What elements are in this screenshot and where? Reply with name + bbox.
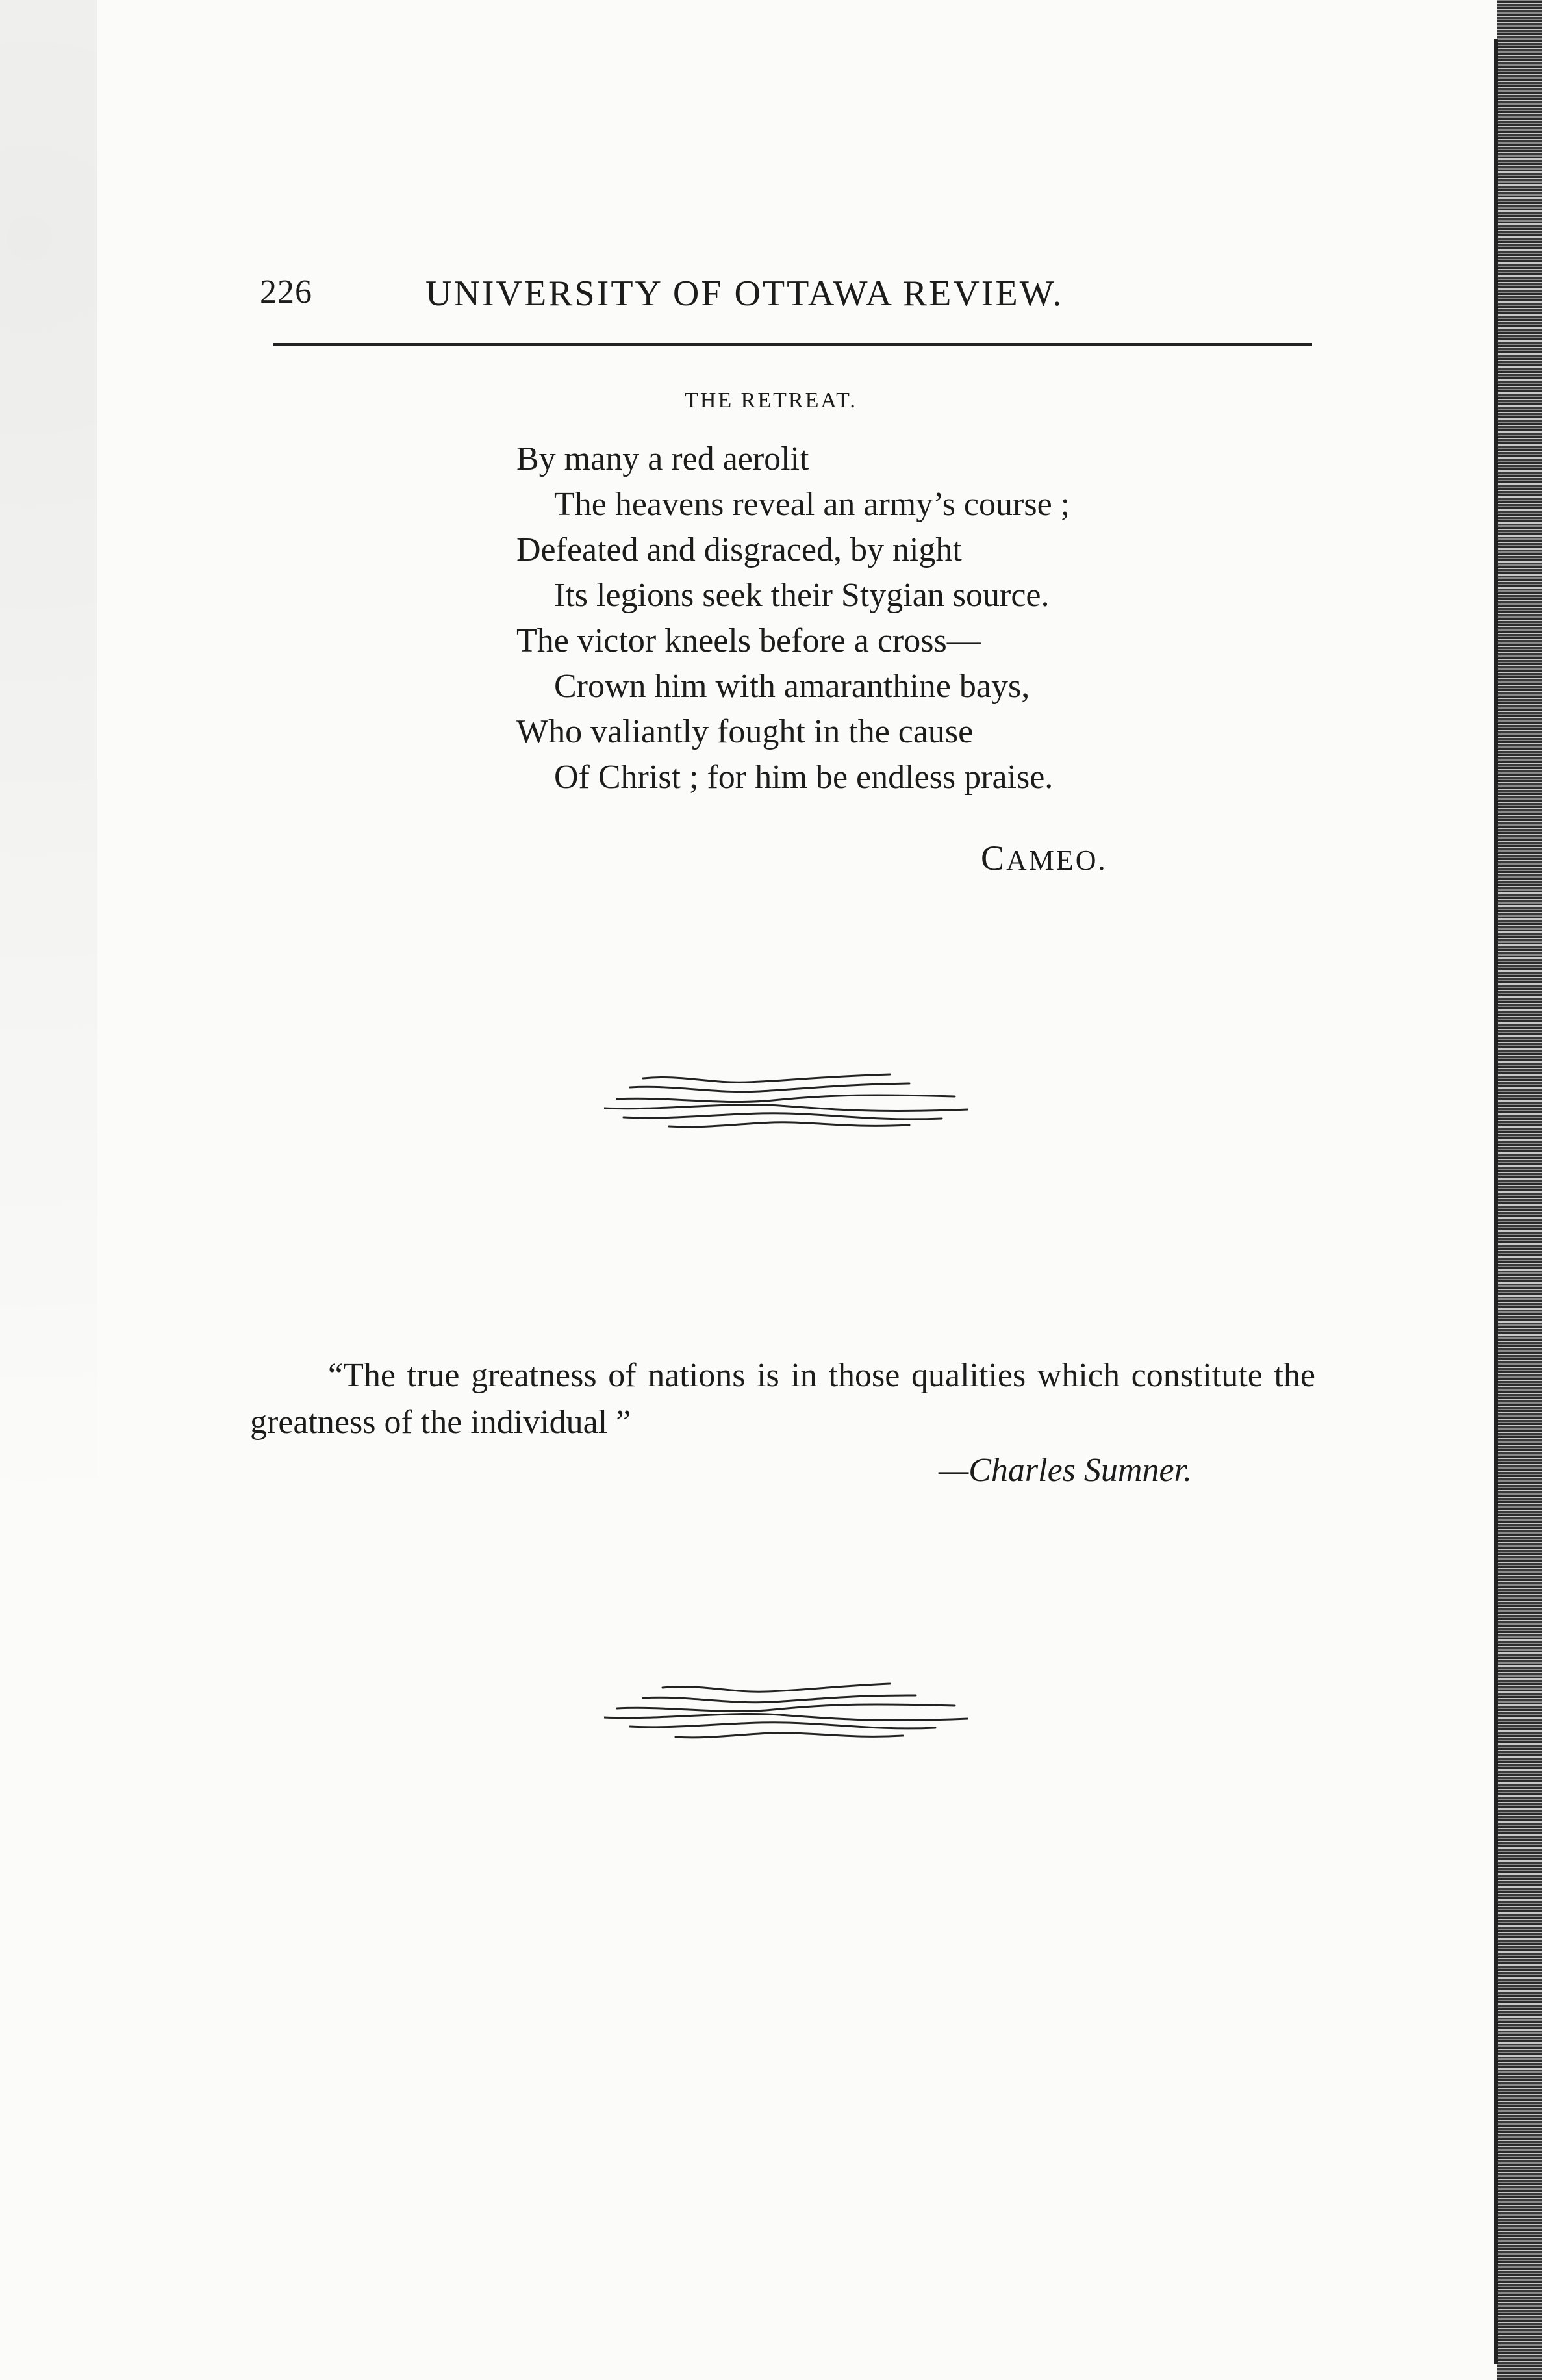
wavy-ornament-divider <box>604 1676 968 1747</box>
page-edge-shading <box>0 0 97 2380</box>
header-rule <box>273 343 1312 346</box>
poem-line: Its legions seek their Stygian source. <box>554 577 1050 614</box>
quotation-attribution: —Charles Sumner. <box>939 1452 1193 1489</box>
poem-line: Crown him with amaranthine bays, <box>554 668 1030 705</box>
page-header <box>260 273 1312 325</box>
wavy-ornament-divider <box>604 1065 968 1137</box>
book-spine-edge <box>1497 0 1542 2380</box>
quotation-text: “The true greatness of nations is in those qualities which constitute the greatness of the individual ” <box>250 1357 1315 1441</box>
poem-line: Of Christ ; for him be endless praise. <box>554 759 1054 796</box>
poem-title: THE RETREAT. <box>685 388 857 412</box>
running-title: UNIVERSITY OF OTTAWA REVIEW. <box>425 273 1064 314</box>
poem-line: Defeated and disgraced, by night <box>516 531 962 568</box>
quotation <box>250 1352 1315 1446</box>
signature-initial: C <box>981 839 1007 878</box>
poem-signature <box>981 838 1107 878</box>
page-edge-line <box>1494 39 1498 2364</box>
poem-line: Who valiantly fought in the cause <box>516 713 974 750</box>
poem-line: By many a red aerolit <box>516 440 809 477</box>
signature-rest: AMEO. <box>1006 844 1107 876</box>
poem-body <box>516 437 1296 800</box>
poem-line: The victor kneels before a cross— <box>516 622 981 659</box>
page-number: 226 <box>260 273 312 310</box>
poem-line: The heavens reveal an army’s course ; <box>554 486 1070 523</box>
